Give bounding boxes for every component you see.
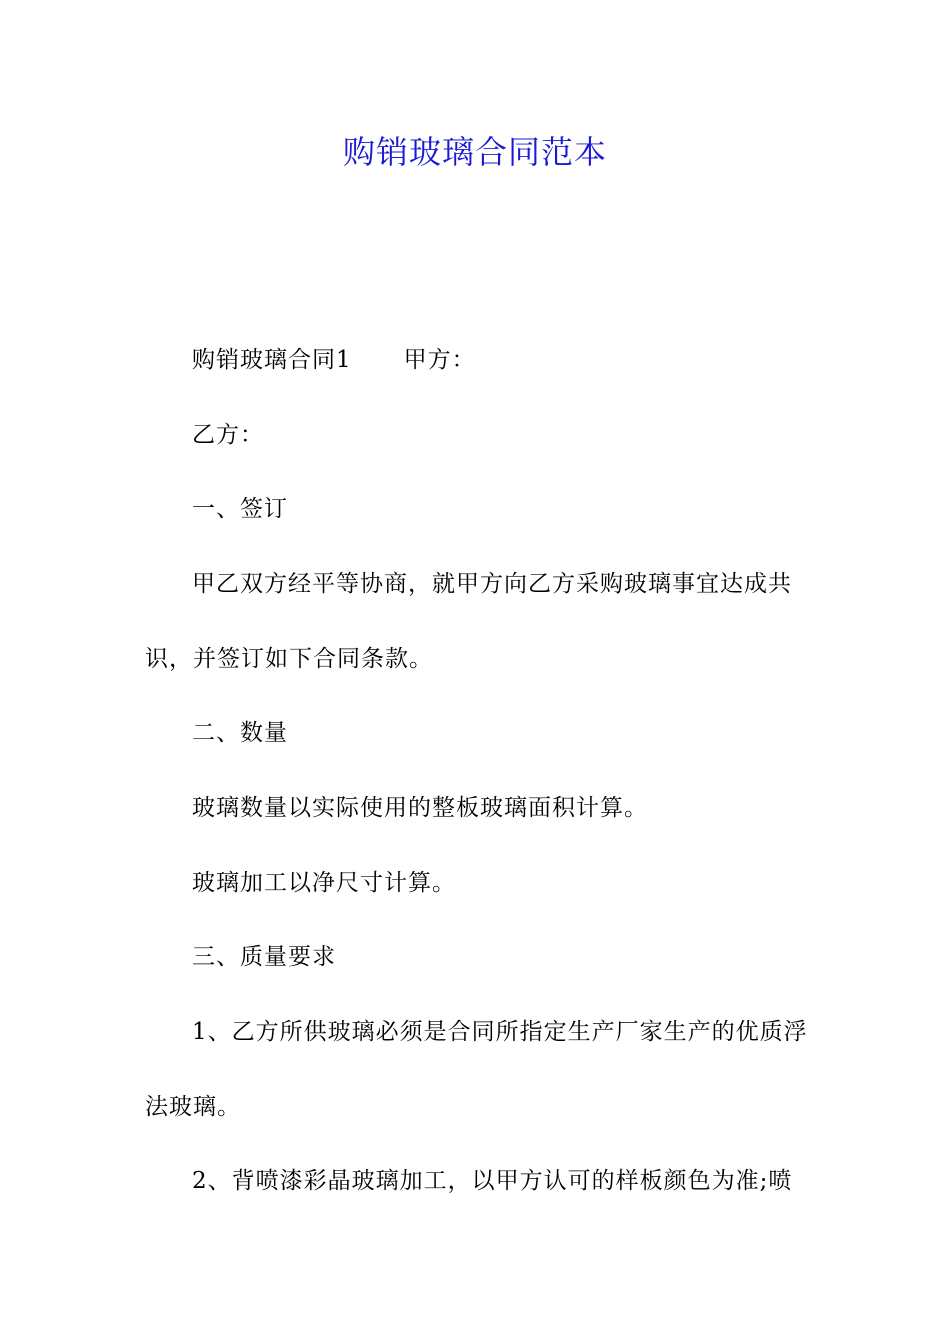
paragraph-line: 法玻璃。 xyxy=(145,1094,241,1120)
section-heading-quantity: 二、数量 xyxy=(192,720,288,746)
party-b-label: 乙方： xyxy=(192,422,264,448)
section-heading-signing: 一、签订 xyxy=(192,496,288,522)
party-a-label: 甲方： xyxy=(403,347,476,373)
paragraph-line: 玻璃数量以实际使用的整板玻璃面积计算。 xyxy=(192,795,648,821)
contract-heading-line xyxy=(192,343,476,377)
paragraph-line: 甲乙双方经平等协商，就甲方向乙方采购玻璃事宜达成共 xyxy=(192,571,792,597)
document-title: 购销玻璃合同范本 xyxy=(342,133,607,171)
paragraph-line: 识，并签订如下合同条款。 xyxy=(145,646,433,672)
paragraph-line: 玻璃加工以净尺寸计算。 xyxy=(192,870,456,896)
contract-number: 购销玻璃合同1 xyxy=(192,347,352,373)
paragraph-line: 2、背喷漆彩晶玻璃加工，以甲方认可的样板颜色为准;喷 xyxy=(192,1168,793,1194)
paragraph-line: 1、乙方所供玻璃必须是合同所指定生产厂家生产的优质浮 xyxy=(192,1019,808,1045)
section-heading-quality: 三、质量要求 xyxy=(192,944,336,970)
